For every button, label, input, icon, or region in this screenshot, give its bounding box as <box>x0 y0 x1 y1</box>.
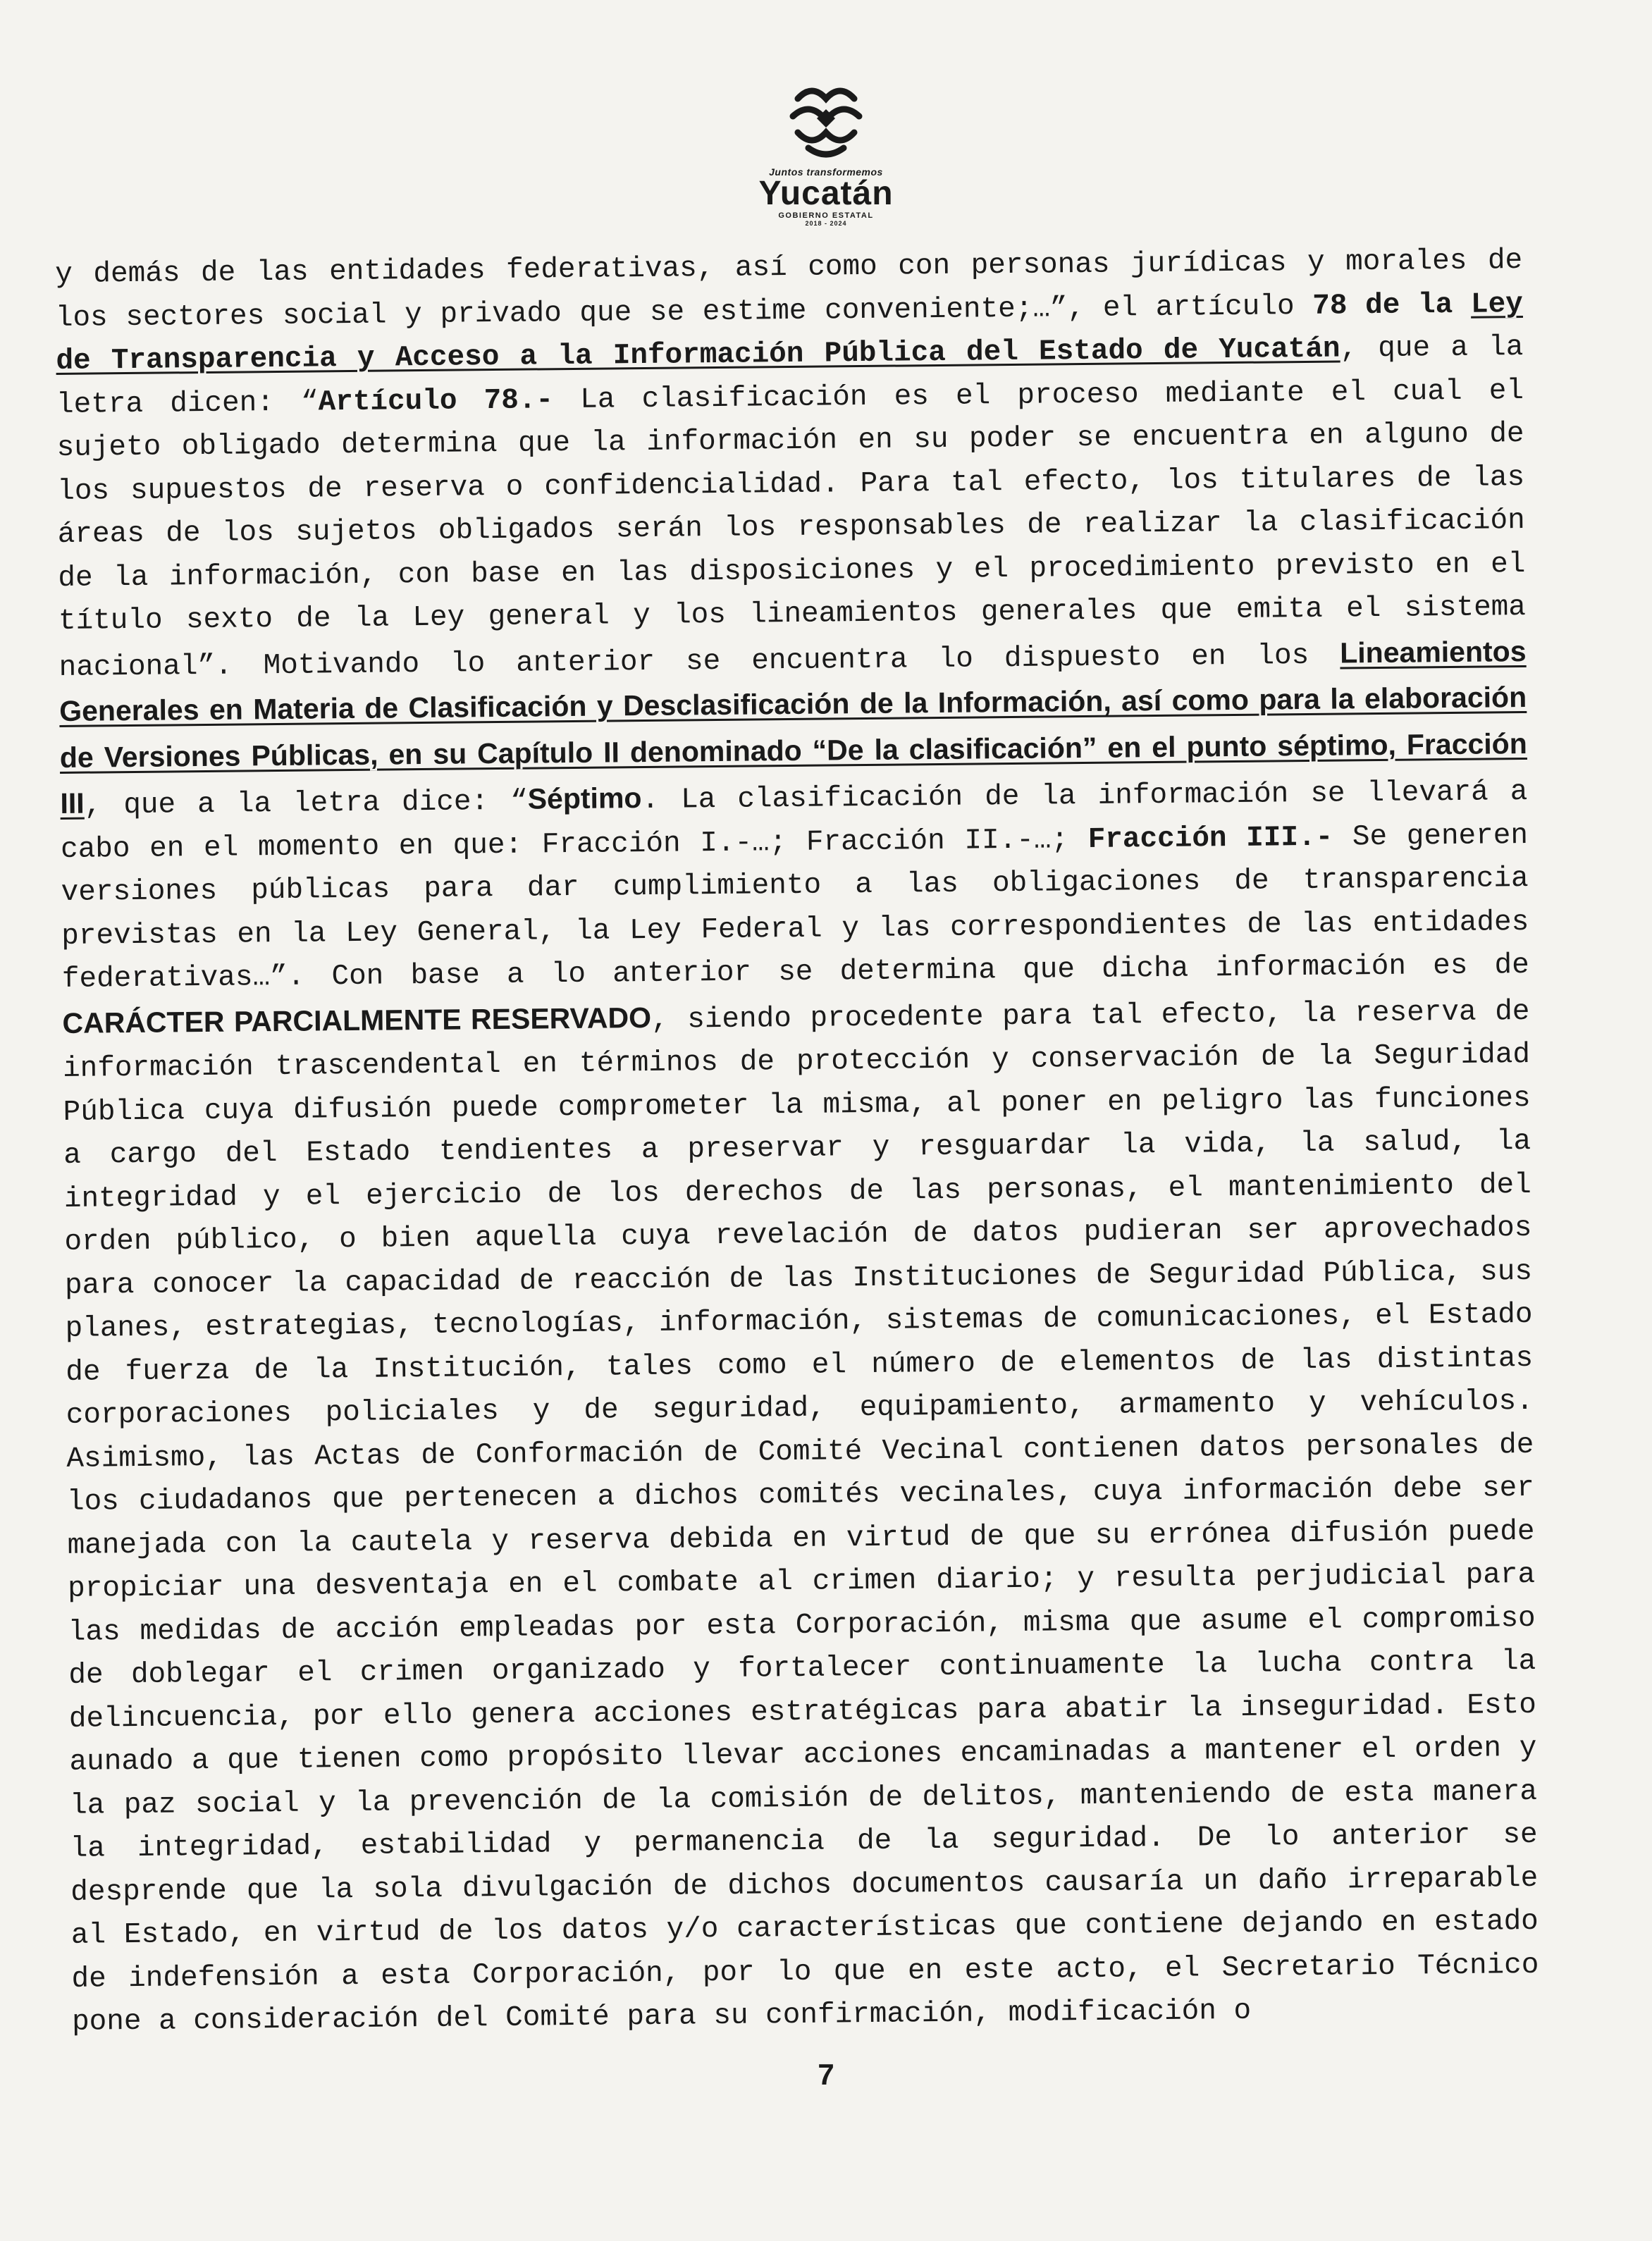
law-reference: Ley de Transparencia y Acceso a la Información Pública del Estado de Yucatán <box>56 288 1524 378</box>
text-segment: y demás de las entidades federativas, así como con personas jurídicas y morales de los sectores social y privado que se estime conveniente;…”, el artículo <box>55 245 1523 335</box>
document-body <box>55 240 1539 2044</box>
text-segment: , siendo procedente para tal efecto, la reserva de información trascendental en términos de protección y conservación de la Seguridad Pública cuya difusión puede comprometer la misma, al poner en peligro las funciones a cargo del Estado tendientes a preservar y resguardar la vida, la salud, la integridad y el ejercicio de los derechos de las personas, el mantenimiento del orden público, o bien aquella cuya revelación de datos pudieran ser aprovechados para conocer la capacidad de reacción de las Instituciones de Seguridad Pública, sus planes, estrategias, tecnologías, información, sistemas de comunicaciones, el Estado de fuerza de la Institución, tales como el número de elementos de las distintas corporaciones policiales y de seguridad, equipamiento, armamento y vehículos. Asimismo, las Actas de Conformación de Comité Vecinal contienen datos personales de los ciudadanos que pertenecen a dichos comités vecinales, cuya información debe ser manejada con la cautela y reserva debida en virtud de que su errónea difusión puede propiciar una desventaja en el combate al crimen diario; y resulta perjudicial para las medidas de acción empleadas por esta Corporación, misma que asume el compromiso de doblegar el crimen organizado y fortalecer continuamente la lucha contra la delincuencia, por ello genera acciones estratégicas para abatir la inseguridad. Esto aunado a que tienen como propósito llevar acciones encaminadas a mantener el orden y la paz social y la prevención de la comisión de delitos, manteniendo de esta manera la integridad, estabilidad y permanencia de la seguridad. De lo anterior se desprende que la sola divulgación de dichos documentos causaría un daño irreparable al Estado, en virtud de los datos y/o características que contiene dejando en estado de indefensión a esta Corporación, por lo que en este acto, el Secretario Técnico pone a consideración del Comité para su confirmación, modificación o <box>62 995 1539 2039</box>
text-segment: , que a la letra dicen: “ <box>56 331 1524 421</box>
guidelines-reference: Lineamientos Generales en Materia de Clasificación y Desclasificación de la Información, así como para la elaboración de Versiones Públicas, en su Capítulo II denominado “De la clasificación” en el punto séptimo, Fracción III <box>59 634 1527 820</box>
page-header <box>0 78 1652 227</box>
text-segment: Se generen versiones públicas para dar cumplimiento a las obligaciones de transparencia previstas en la Ley General, la Ley Federal y las correspondientes de las entidades federativas…”. Con base a lo anterior se determina que dicha información es de <box>61 819 1530 996</box>
page-number: 7 <box>818 2058 834 2091</box>
text-segment: La clasificación es el proceso mediante el cual el sujeto obligado determina que la información en su poder se encuentra en alguno de los supuestos de reserva o confidencialidad. Para tal efecto, los titulares de las áreas de los sujetos obligados serán los responsables de realizar la clasificación de la información, con base en las disposiciones y el procedimiento previsto en el título sexto de la Ley general y los lineamientos generales que emita el sistema nacional”. Motivando lo anterior se encuentra lo dispuesto en los <box>56 374 1527 684</box>
bold-segment: 78 de la <box>1312 288 1472 323</box>
yucatan-logo-icon <box>780 78 872 162</box>
text-segment: , que a la letra dice: “ <box>84 785 528 822</box>
logo-subtitle: GOBIERNO ESTATAL <box>778 211 874 220</box>
seventh-heading: Séptimo <box>527 782 642 815</box>
text-segment: . La clasificación de la información se llevará a cabo en el momento en que: Fracción I.-…; Fracción II.-…; <box>60 775 1528 866</box>
body-paragraph <box>55 240 1539 2044</box>
fraction-heading: Fracción III.- <box>1087 821 1333 856</box>
classification-label: CARÁCTER PARCIALMENTE RESERVADO <box>62 1001 652 1039</box>
logo-name: Yucatán <box>758 175 894 212</box>
logo-tagline: Juntos transformemos <box>769 166 883 178</box>
article-heading: Artículo 78.- <box>318 383 554 419</box>
logo-years: 2018 - 2024 <box>805 220 847 227</box>
